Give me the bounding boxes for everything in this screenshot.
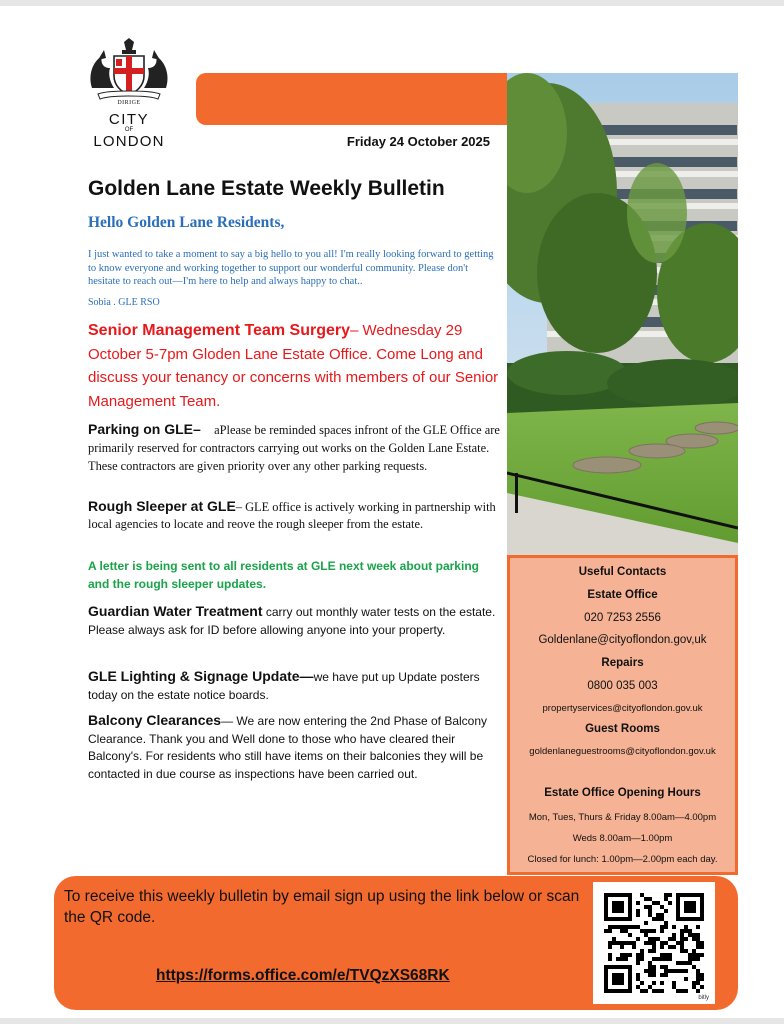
estate-office-label: Estate Office (587, 589, 658, 601)
lighting-heading: GLE Lighting & Signage Update— (88, 668, 314, 684)
parking-heading: Parking on GLE– (88, 421, 201, 437)
qr-code-icon (593, 882, 715, 1004)
bulletin-title: Golden Lane Estate Weekly Bulletin (88, 177, 445, 200)
surgery-body: – Wednesday 29 October 5-7pm Gloden Lane Estate Office. Come Long and discuss your tenancy or concerns with members of our Senior Management Team (88, 322, 499, 410)
logo-city-text: CITY (108, 111, 150, 128)
contacts-title: Useful Contacts (578, 566, 667, 578)
rough-sleeper-section (88, 498, 500, 533)
opening-hours-title: Estate Office Opening Hours (544, 787, 701, 799)
logo-of-text: OF (124, 127, 134, 133)
signup-text: To receive this weekly bulletin by email sign up using the link below or scan the QR code. (64, 888, 580, 926)
estate-office-email[interactable]: Goldenlane@cityoflondon.gov,uk (538, 634, 707, 646)
letter-notice: A letter is being sent to all residents at GLE next week about parking and the rough sleeper updates. (88, 559, 479, 591)
city-of-london-logo (84, 38, 174, 156)
page-top-edge (0, 0, 784, 6)
repairs-email[interactable]: propertyservices@cityoflondon.gov.uk (542, 703, 703, 714)
qr-label: bitly (698, 995, 709, 1001)
signup-link[interactable]: https://forms.office.com/e/TVQzXS68RK (156, 967, 450, 984)
balcony-heading: Balcony Clearances (88, 712, 222, 728)
estate-office-phone[interactable]: 020 7253 2556 (584, 612, 661, 624)
opening-hours-line3: Closed for lunch: 1.00pm—2.00pm each day. (527, 854, 718, 865)
signature: Sobia . GLE RSO (88, 297, 160, 308)
parking-body: aPlease be reminded spaces infront of the GLE Office are primarily reserved for contractors carrying out works on the Golden Lane Estate. These contractors are given priority over any other parking requests. (88, 423, 500, 473)
estate-photo (507, 73, 738, 555)
repairs-label: Repairs (601, 657, 644, 669)
surgery-notice (88, 319, 500, 413)
rough-sleeper-body: – GLE office is actively working in partnership with local agencies to locate and reove the rough sleeper from the estate. (88, 500, 496, 531)
qr-code[interactable] (593, 882, 715, 1004)
guardian-section (88, 603, 500, 639)
bulletin-date: Friday 24 October 2025 (346, 134, 490, 149)
guest-rooms-label: Guest Rooms (585, 723, 660, 735)
opening-hours-line1: Mon, Tues, Thurs & Friday 8.00am—4.00pm (528, 812, 717, 823)
surgery-end: . (216, 392, 221, 410)
intro-text: I just wanted to take a moment to say a big hello to you all! I'm really looking forward to getting to know everyone and working together to support our wonderful community. Please don't hesitate to reach out—I'm here to help and always happy to chat.. (88, 249, 494, 287)
balcony-section (88, 712, 500, 783)
repairs-phone[interactable]: 0800 035 003 (587, 680, 658, 692)
opening-hours-line2: Weds 8.00am—1.00pm (572, 833, 673, 844)
signup-footer (54, 876, 738, 1010)
parking-section (88, 421, 500, 475)
page-bottom-edge (0, 1018, 784, 1024)
coat-of-arms-icon (84, 38, 174, 100)
logo-motto: DIRIGE (117, 100, 141, 106)
guest-rooms-email[interactable]: goldenlaneguestrooms@cityoflondon.gov.uk (529, 746, 716, 757)
useful-contacts-panel (507, 555, 738, 875)
header-orange-bar (196, 73, 508, 125)
lighting-body: we have put up Update posters today on the estate notice boards. (88, 670, 480, 702)
greeting: Hello Golden Lane Residents, (88, 214, 285, 231)
guardian-body: carry out monthly water tests on the estate. Please always ask for ID before allowing anyone into your property. (88, 605, 496, 637)
guardian-heading: Guardian Water Treatment (88, 603, 263, 619)
balcony-body: — We are now entering the 2nd Phase of Balcony Clearance. Thank you and Well done to those who have cleared their Balcony's. For residents who still have items on their balconies they will be contacted in due course as inspections have been carried out. (88, 714, 488, 781)
logo-london-text: LONDON (93, 133, 165, 150)
surgery-heading: Senior Management Team Surgery (88, 322, 350, 339)
lighting-section (88, 668, 500, 704)
rough-sleeper-heading: Rough Sleeper at GLE (88, 498, 236, 514)
